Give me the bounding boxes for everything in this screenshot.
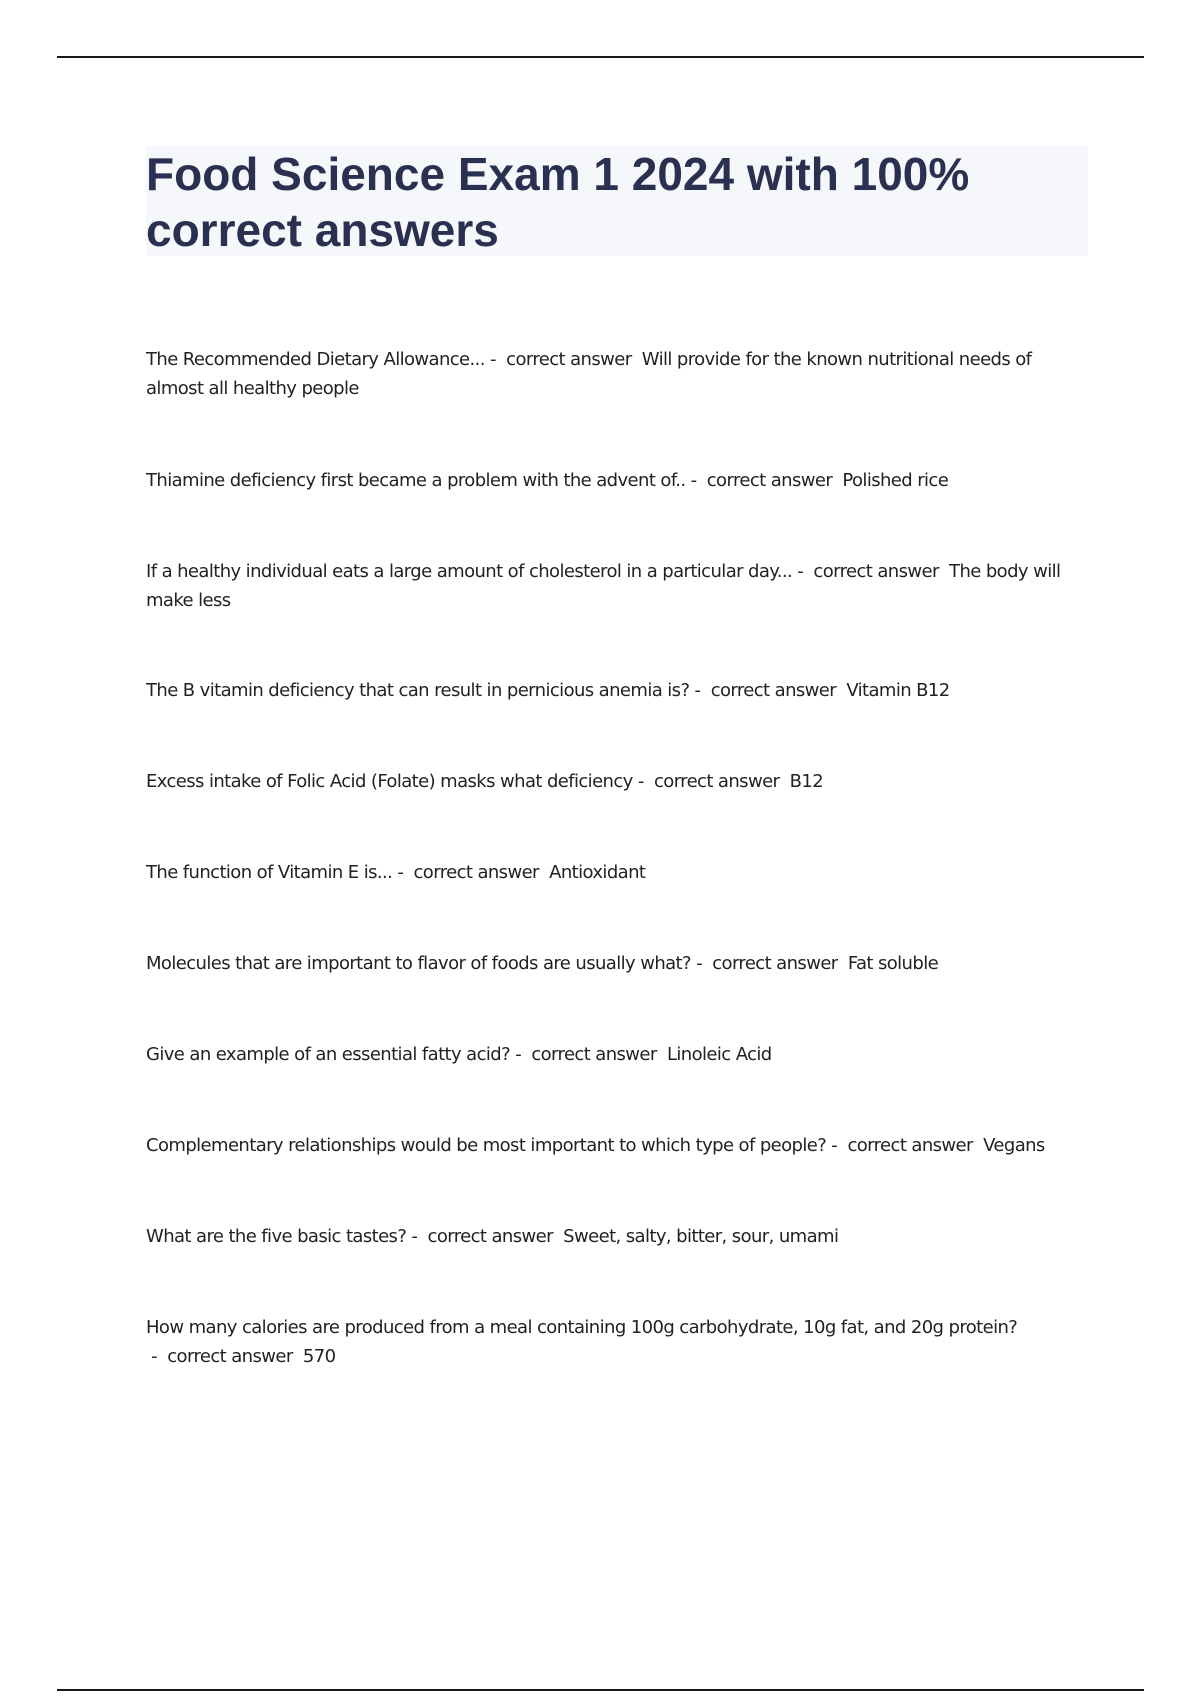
separator: - — [826, 1135, 848, 1156]
answer-label: correct answer — [712, 953, 838, 974]
qa-item-6 — [146, 858, 1091, 887]
answer-label: correct answer — [847, 1135, 973, 1156]
separator: - — [690, 953, 713, 974]
answer-text: B12 — [789, 771, 824, 792]
question-text: Complementary relationships would be most important to which type of people? — [146, 1135, 827, 1156]
answer-label: correct answer — [167, 1346, 293, 1367]
separator: - — [406, 1226, 428, 1247]
separator: - — [484, 349, 507, 370]
answer-gap — [779, 771, 789, 792]
answer-label: correct answer — [506, 349, 632, 370]
separator: - — [392, 862, 414, 883]
answer-gap — [973, 1135, 983, 1156]
question-text: The Recommended Dietary Allowance... — [146, 349, 485, 370]
separator: - — [792, 561, 814, 582]
separator: - — [510, 1044, 532, 1065]
separator: - — [689, 680, 711, 701]
answer-label: correct answer — [413, 862, 539, 883]
answer-text: Fat soluble — [847, 953, 939, 974]
answer-text: The body will make less — [146, 561, 1061, 611]
qa-item-11 — [146, 1313, 1091, 1371]
answer-gap — [539, 862, 549, 883]
qa-item-8 — [146, 1040, 1091, 1069]
answer-gap — [939, 561, 949, 582]
answer-text: Sweet, salty, bitter, sour, umami — [563, 1226, 839, 1247]
answer-text: Vegans — [983, 1135, 1045, 1156]
qa-item-4 — [146, 676, 1091, 705]
answer-gap — [293, 1346, 303, 1367]
question-text: Molecules that are important to flavor of foods are usually what? — [146, 953, 691, 974]
qa-item-5 — [146, 767, 1091, 796]
qa-item-9 — [146, 1131, 1091, 1160]
qa-list — [146, 345, 1091, 1371]
qa-item-1 — [146, 345, 1091, 403]
answer-text: Antioxidant — [549, 862, 646, 883]
bottom-rule — [57, 1689, 1144, 1691]
answer-text: 570 — [302, 1346, 336, 1367]
qa-item-2 — [146, 466, 1091, 495]
title-banner — [146, 146, 1088, 256]
question-text: How many calories are produced from a meal containing 100g carbohydrate, 10g fat, and 20g protein? — [146, 1317, 1018, 1338]
answer-gap — [832, 470, 842, 491]
answer-label: correct answer — [531, 1044, 657, 1065]
top-rule — [57, 56, 1144, 58]
question-text: Excess intake of Folic Acid (Folate) masks what deficiency — [146, 771, 633, 792]
answer-gap — [632, 349, 642, 370]
answer-gap — [838, 953, 848, 974]
question-text: The function of Vitamin E is... — [146, 862, 393, 883]
separator: - — [685, 470, 707, 491]
answer-text: Linoleic Acid — [666, 1044, 772, 1065]
answer-label: correct answer — [813, 561, 939, 582]
qa-item-3 — [146, 557, 1091, 615]
answer-gap — [553, 1226, 563, 1247]
answer-gap — [836, 680, 846, 701]
answer-label: correct answer — [653, 771, 780, 792]
qa-item-10 — [146, 1222, 1091, 1251]
question-text: Give an example of an essential fatty acid? — [146, 1044, 511, 1065]
answer-label: correct answer — [427, 1226, 553, 1247]
question-text: Thiamine deficiency first became a problem with the advent of.. — [146, 470, 686, 491]
question-text: What are the five basic tastes? — [146, 1226, 407, 1247]
separator: - — [146, 1346, 168, 1367]
separator: - — [632, 771, 654, 792]
answer-text: Polished rice — [842, 470, 949, 491]
answer-text: Vitamin B12 — [846, 680, 950, 701]
document-title: Food Science Exam 1 2024 with 100% correct answers — [146, 148, 970, 256]
answer-label: correct answer — [710, 680, 837, 701]
question-text: The B vitamin deficiency that can result in pernicious anemia is? — [146, 680, 690, 701]
answer-text: Will provide for the known nutritional needs of almost all healthy people — [146, 349, 1032, 399]
question-text: If a healthy individual eats a large amount of cholesterol in a particular day... — [146, 561, 793, 582]
qa-item-7 — [146, 949, 1091, 978]
answer-gap — [657, 1044, 667, 1065]
answer-label: correct answer — [706, 470, 833, 491]
